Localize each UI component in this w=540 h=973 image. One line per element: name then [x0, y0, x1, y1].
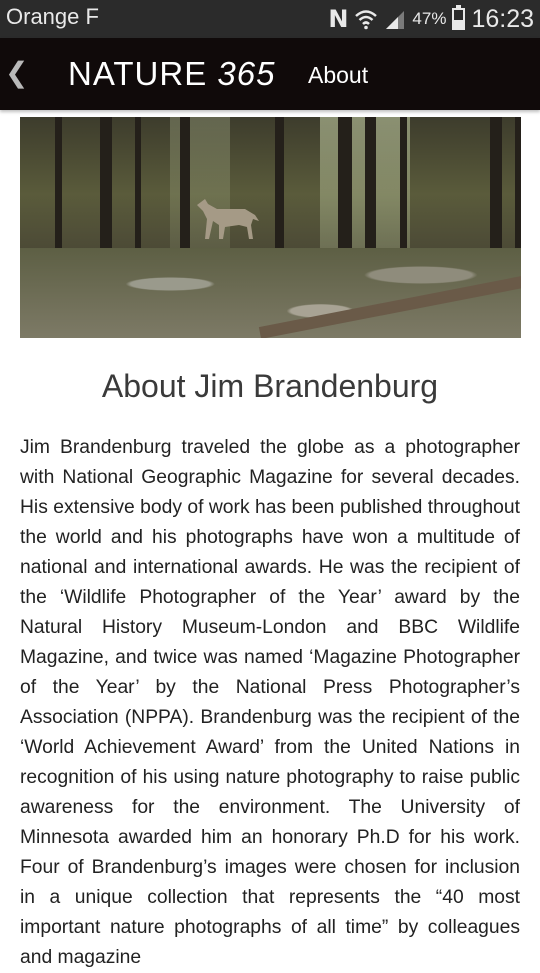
battery-icon: [452, 8, 465, 30]
brand-name: NATURE: [68, 55, 208, 92]
hero-wolf-photo: [20, 117, 521, 338]
carrier-name: Orange F: [6, 4, 99, 29]
battery-percent: 47%: [412, 9, 447, 28]
nfc-icon: N: [328, 5, 349, 33]
app-bar: [0, 38, 540, 110]
bio-paragraph: Jim Brandenburg traveled the globe as a photographer with National Geographic Magazine for several decades. His extensive body of work has been published throughout the world and his photographs have won a multitude of national and international awards. He was the recipient of the ‘Wildlife Photographer of the Year’ award by the Natural History Museum-London and BBC Wildlife Magazine, and twice was named ‘Magazine Photographer of the Year’ by the National Press Photographer’s Association (NPPA). Brandenburg was the recipient of the ‘World Achievement Award’ from the United Nations in recognition of his using nature photography to raise public awareness for the environment. The University of Minnesota awarded him an honorary Ph.D for his work. Four of Brandenburg’s images were chosen for inclusion in a unique collection that represents the “40 most important nature photographs of all time” by colleagues and magazine: [20, 437, 520, 968]
brand-number: 365: [217, 55, 276, 92]
clock: 16:23: [471, 4, 534, 33]
signal-icon: [384, 8, 406, 30]
status-bar: [0, 0, 540, 38]
wifi-icon: [354, 8, 378, 30]
wolf-figure: [195, 195, 265, 243]
back-chevron-icon[interactable]: ❮: [5, 56, 29, 89]
page-title: About Jim Brandenburg: [101, 368, 439, 404]
status-icons: [328, 3, 534, 35]
brand-logo[interactable]: [68, 55, 275, 93]
nav-about[interactable]: About: [308, 62, 369, 88]
